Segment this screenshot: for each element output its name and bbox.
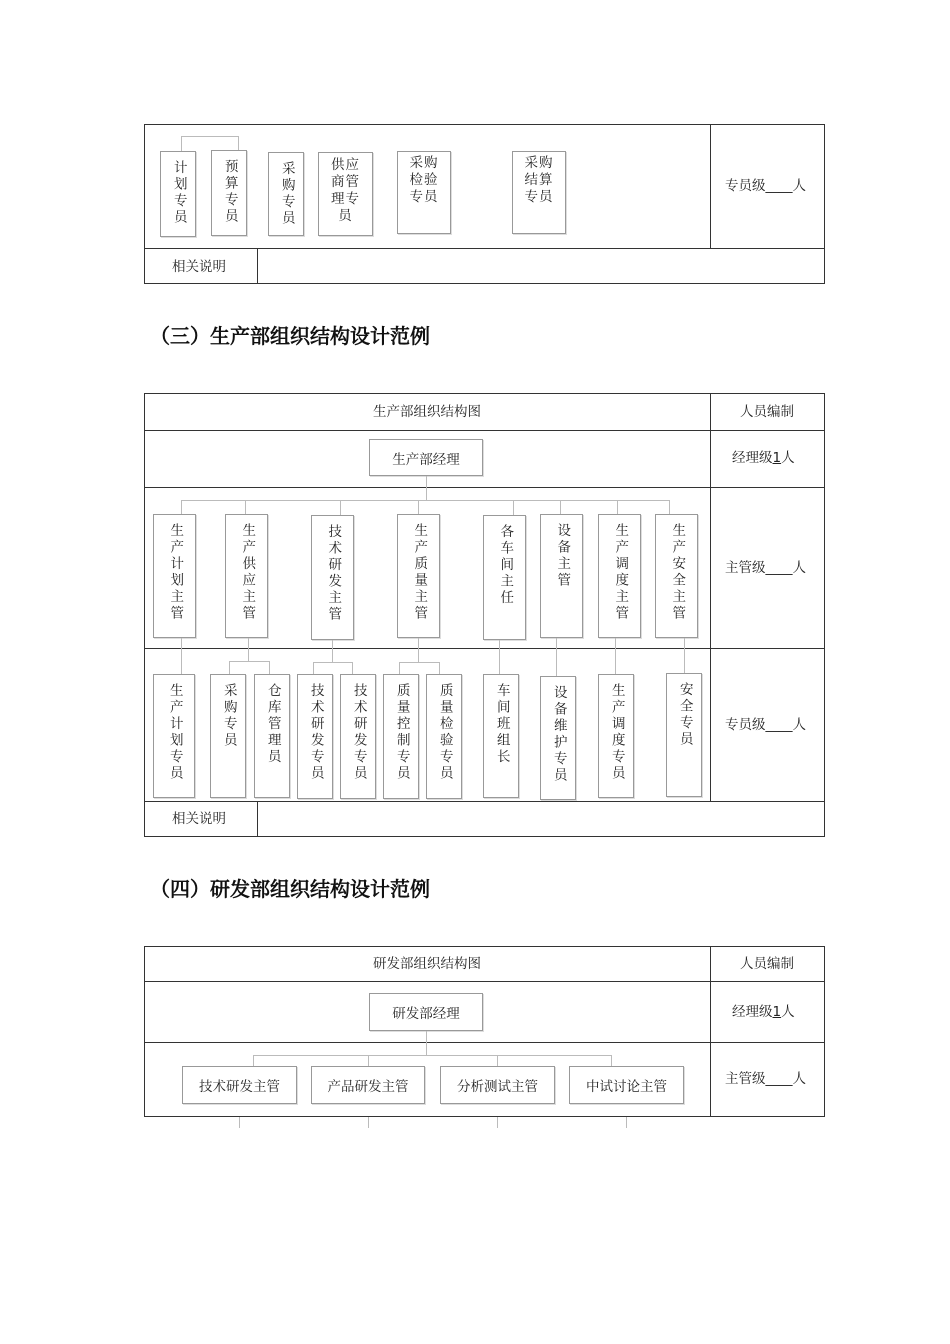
org-box-scheduling-supervisor: 生产调度主管 [598,514,641,638]
org-box-tech-rnd-supervisor: 技术研发主管 [182,1066,297,1104]
org-box-team-leader: 车间班组长 [483,674,519,798]
org-box-rnd-manager: 研发部经理 [369,993,483,1031]
org-box-rnd-supervisor: 技术研发主管 [311,515,354,640]
notes-label: 相关说明 [172,259,226,275]
org-box-warehouse-keeper: 仓库管理员 [254,674,290,798]
org-box-planning-supervisor: 生产计划主管 [153,514,196,638]
org-box-workshop-director: 各车间主任 [483,515,526,640]
org-box-rnd-specialist-2: 技术研发专员 [340,674,376,799]
org-box-quality-supervisor: 生产质量主管 [397,514,440,638]
org-box-safety-specialist: 安全专员 [666,673,702,797]
supervisor-level-text: 主管级____人 [725,1071,806,1087]
org-box-product-rnd-supervisor: 产品研发主管 [311,1066,425,1104]
org-box-production-manager: 生产部经理 [369,439,483,476]
org-box-quality-inspection-specialist: 质量检验专员 [426,674,462,799]
chart-title: 研发部组织结构图 [373,956,481,972]
staffing-header: 人员编制 [740,404,794,420]
org-box-rnd-specialist-1: 技术研发专员 [297,674,333,799]
org-box-supplier-specialist: 供应商管理专员 [318,152,373,236]
org-box-maintenance-specialist: 设备维护专员 [540,676,576,800]
org-box-supply-supervisor: 生产供应主管 [225,514,268,638]
org-box-settlement-specialist: 采购结算专员 [512,151,566,234]
section3-heading: （三）生产部组织结构设计范例 [150,324,430,348]
section4-heading: （四）研发部组织结构设计范例 [150,877,430,901]
org-box-purchasing-specialist: 采购专员 [268,152,304,236]
specialist-level-text: 专员级____人 [725,178,806,194]
org-box-pilot-discussion-supervisor: 中试讨论主管 [569,1066,684,1104]
org-box-planning-specialist: 计划专员 [160,151,196,237]
org-box-purchasing-specialist: 采购专员 [210,674,246,798]
org-box-equipment-supervisor: 设备主管 [540,514,583,638]
notes-label: 相关说明 [172,811,226,827]
manager-level-text: 经理级1人 [732,450,795,466]
chart-title: 生产部组织结构图 [373,404,481,420]
org-box-budget-specialist: 预算专员 [211,150,247,236]
org-box-analysis-test-supervisor: 分析测试主管 [440,1066,555,1104]
org-box-quality-control-specialist: 质量控制专员 [383,674,419,799]
org-box-planning-specialist: 生产计划专员 [153,674,195,798]
org-box-scheduling-specialist: 生产调度专员 [598,674,634,798]
org-box-inspection-specialist: 采购检验专员 [397,151,451,234]
supervisor-level-text: 主管级____人 [725,560,806,576]
staffing-header: 人员编制 [740,956,794,972]
manager-level-text: 经理级1人 [732,1004,795,1020]
org-box-safety-supervisor: 生产安全主管 [655,514,698,638]
specialist-level-text: 专员级____人 [725,717,806,733]
